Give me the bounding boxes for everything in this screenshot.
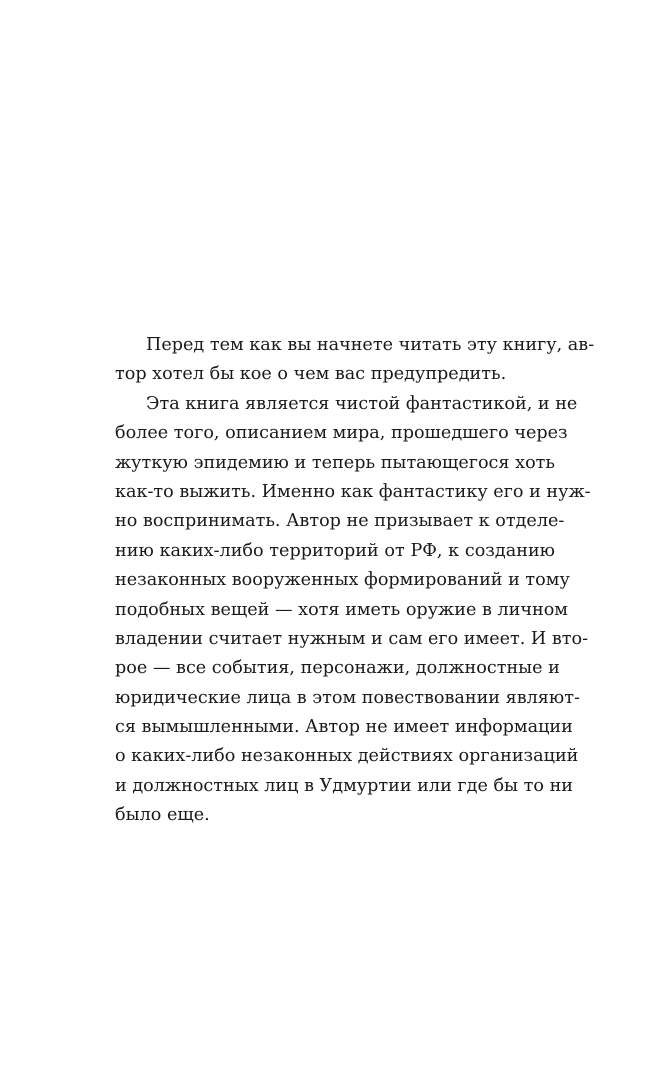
paragraph-2-line-3: жуткую эпидемию и теперь пытающегося хоть bbox=[115, 452, 555, 473]
paragraph-2-line-13: о каких-либо незаконных действиях организаций bbox=[115, 746, 579, 767]
paragraph-2-line-15: было еще. bbox=[115, 805, 210, 826]
paragraph-1-line-2: тор хотел бы кое о чем вас предупредить. bbox=[115, 364, 507, 385]
paragraph-2-line-2: более того, описанием мира, прошедшего через bbox=[115, 423, 568, 444]
paragraph-2-line-10: рое — все события, персонажи, должностные и bbox=[115, 658, 560, 679]
paragraph-2-line-5: но воспринимать. Автор не призывает к отделе- bbox=[115, 511, 565, 532]
paragraph-1-line-1: Перед тем как вы начнете читать эту книгу, ав- bbox=[146, 335, 595, 355]
paragraph-2-line-7: незаконных вооруженных формирований и тому bbox=[115, 570, 570, 591]
paragraph-2-line-11: юридические лица в этом повествовании являют- bbox=[115, 687, 580, 708]
paragraph-2-line-1: Эта книга является чистой фантастикой, и не bbox=[146, 393, 578, 414]
author-disclaimer-text bbox=[115, 331, 595, 831]
paragraph-2-line-6: нию каких-либо территорий от РФ, к созданию bbox=[115, 540, 555, 561]
paragraph-2-line-9: владении считает нужным и сам его имеет. И вто- bbox=[115, 628, 589, 649]
paragraph-2-line-12: ся вымышленными. Автор не имеет информации bbox=[115, 717, 573, 738]
paragraph-2-line-8: подобных вещей — хотя иметь оружие в личном bbox=[115, 599, 568, 620]
paragraph-2-line-4: как-то выжить. Именно как фантастику его и нуж- bbox=[115, 481, 591, 502]
paragraph-2-line-14: и должностных лиц в Удмуртии или где бы то ни bbox=[115, 775, 574, 796]
